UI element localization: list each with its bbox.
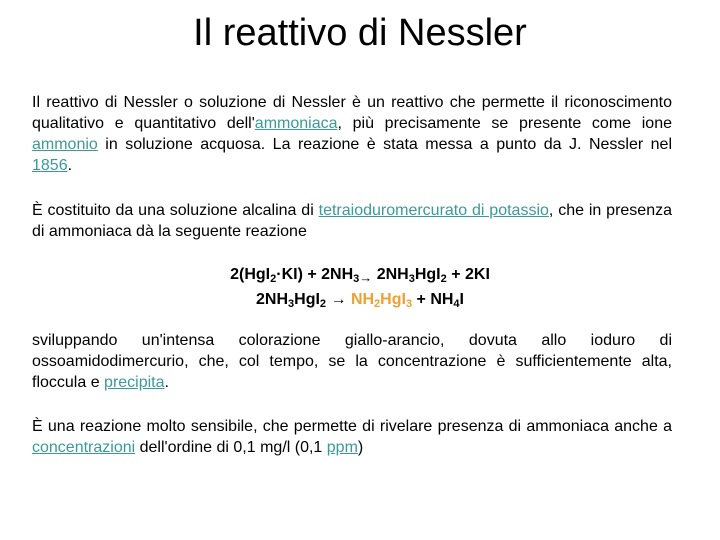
text: ) xyxy=(357,439,364,456)
eq-sub: 2 xyxy=(440,273,447,285)
eq-sub: 3 xyxy=(408,273,415,285)
eq-text: NH xyxy=(350,291,375,308)
link-ppm[interactable]: ppm xyxy=(326,439,358,456)
reaction-equation xyxy=(32,264,688,311)
slide-title: Il reattivo di Nessler xyxy=(193,12,527,54)
link-precipita[interactable]: precipita xyxy=(104,374,165,391)
eq-text: + NH xyxy=(412,291,454,308)
eq-sub: 3 xyxy=(288,298,295,310)
equation-line-2 xyxy=(32,289,688,311)
product-highlight xyxy=(351,291,412,308)
eq-text: ·KI) + 2NH xyxy=(276,266,354,283)
text: dell'ordine di 0,1 mg/l (0,1 xyxy=(135,439,327,456)
eq-sub: 3 xyxy=(353,273,360,285)
eq-text: 2(HgI xyxy=(230,266,271,283)
eq-text: I xyxy=(459,291,464,308)
eq-sub: 2 xyxy=(270,273,277,285)
link-1856[interactable]: 1856 xyxy=(32,157,68,174)
eq-text: + 2KI xyxy=(446,266,490,283)
text: . xyxy=(164,374,169,391)
eq-sub: 4 xyxy=(453,298,460,310)
text: È una reazione molto sensibile, che permette di rivelare presenza di ammoniaca anche a xyxy=(32,418,672,435)
paragraph-intro xyxy=(32,92,672,176)
text: È costituito da una soluzione alcalina di xyxy=(32,202,319,219)
text: Il reattivo di Nessler o soluzione di Nessler è un reattivo che permette il riconoscimento qualitativo e quantitativo dell' xyxy=(32,94,672,132)
link-concentrazioni[interactable]: concentrazioni xyxy=(32,439,136,456)
paragraph-sensitivity xyxy=(32,416,672,458)
text: . xyxy=(67,157,73,174)
text: , che in presenza di ammoniaca dà la seguente reazione xyxy=(32,202,672,240)
paragraph-coloration xyxy=(32,330,672,393)
eq-text: HgI xyxy=(380,291,406,308)
link-ammonio[interactable]: ammonio xyxy=(32,136,98,153)
link-tetraioduromercurato[interactable]: tetraioduromercurato di potassio xyxy=(318,202,549,219)
link-ammoniaca[interactable]: ammoniaca xyxy=(254,115,338,132)
text: sviluppando un'intensa colorazione giallo-arancio, dovuta allo ioduro di ossoamidodimercurio, che, col tempo, se la concentrazione è sufficientemente alta, flocculа e xyxy=(32,332,672,391)
arrow-icon: → xyxy=(359,270,373,285)
eq-sub: 3 xyxy=(405,298,413,310)
eq-sub: 2 xyxy=(319,298,327,310)
eq-sub: 2 xyxy=(374,298,381,310)
text: in soluzione acquosa. La reazione è stata messa a punto da J. Nessler nel xyxy=(97,136,672,153)
eq-text: 2NH xyxy=(372,266,409,283)
eq-text: HgI xyxy=(294,291,320,308)
arrow-icon: → xyxy=(326,291,351,308)
paragraph-composition xyxy=(32,200,672,242)
eq-text: HgI xyxy=(414,266,441,283)
eq-text: 2NH xyxy=(256,291,289,308)
text: , più precisamente se presente come ione xyxy=(337,115,672,132)
equation-line-1 xyxy=(32,264,688,289)
